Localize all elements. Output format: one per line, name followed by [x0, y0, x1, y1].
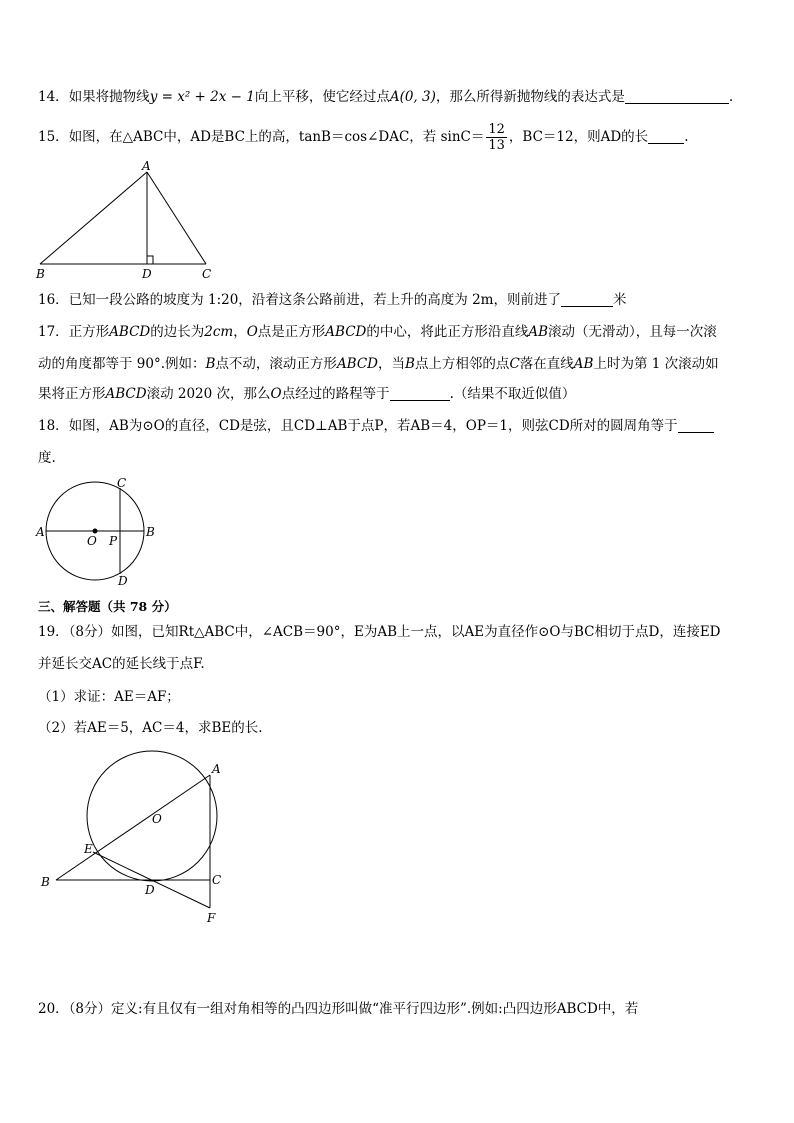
label-b: B — [36, 267, 45, 281]
question-17-line-1 — [38, 323, 717, 341]
question-19-line-1 — [38, 623, 721, 641]
math-abcd: ABCD — [105, 386, 147, 402]
text: 正方形 — [68, 324, 110, 340]
fraction-numerator: 12 — [488, 122, 505, 137]
question-17-line-2 — [38, 355, 719, 373]
parabola-formula: y = x² + 2x − 1 — [149, 89, 255, 105]
text: 点不动，滚动正方形 — [215, 356, 337, 372]
question-text: ，BC＝12，则AD的长 — [508, 129, 649, 145]
question-19-part-2 — [38, 719, 263, 737]
text: 动的角度都等于 90°.例如： — [38, 356, 206, 372]
math-abcd: ABCD — [325, 324, 367, 340]
math-abcd: ABCD — [109, 324, 151, 340]
question-18-line-2 — [38, 449, 56, 467]
period: . — [728, 89, 734, 105]
text: 度. — [38, 450, 56, 466]
math-c: C — [509, 356, 520, 372]
math-o: O — [270, 386, 282, 402]
question-14 — [38, 88, 733, 106]
answer-blank[interactable] — [561, 292, 613, 307]
label-d: D — [118, 574, 128, 588]
text: 的边长为 — [150, 324, 205, 340]
label-p: P — [109, 534, 118, 548]
question-text: 如果将抛物线 — [68, 89, 150, 105]
label-a: A — [212, 762, 221, 776]
question-number: 20． — [38, 1001, 69, 1017]
label-c: C — [212, 873, 222, 887]
question-text: 向上平移，使它经过点 — [254, 89, 390, 105]
period: . — [684, 129, 689, 145]
answer-blank[interactable] — [648, 129, 684, 144]
math-o: O — [246, 324, 258, 340]
question-text: 如图，在△ABC中，AD是BC上的高，tanB＝cos∠DAC，若 sinC＝ — [68, 129, 485, 145]
answer-blank[interactable] — [678, 418, 714, 433]
label-c: C — [202, 267, 212, 281]
question-number: 19． — [38, 624, 69, 640]
answer-blank[interactable] — [625, 89, 729, 104]
label-o: O — [152, 812, 162, 826]
text: 滚动 2020 次，那么 — [146, 386, 271, 402]
question-text: 并延长交AC的延长线于点F. — [38, 656, 205, 672]
question-number: 15． — [38, 129, 69, 145]
question-text: 如图，AB为⊙O的直径，CD是弦，且CD⊥AB于点P，若AB＝4，OP＝1，则弦CD所对的圆周角等于 — [68, 418, 678, 434]
question-text: ，那么所得新抛物线的表达式是 — [435, 89, 625, 105]
math-ab: AB — [573, 356, 594, 372]
question-20 — [38, 1000, 638, 1018]
question-18 — [38, 417, 714, 435]
question-number: 18． — [38, 418, 69, 434]
fraction — [486, 122, 507, 153]
question-17-line-3 — [38, 385, 575, 403]
sub-question: （1）求证：AE＝AF； — [38, 689, 180, 705]
text: 上时为第 1 次滚动如 — [593, 356, 719, 372]
question-16 — [38, 291, 626, 309]
unit: 米 — [612, 292, 627, 308]
label-e: E — [84, 842, 93, 856]
text: 点经过的路程等于 — [281, 386, 390, 402]
label-a: A — [142, 159, 151, 173]
math-b: B — [205, 356, 216, 372]
label-b: B — [41, 875, 50, 889]
text: 点是正方形 — [257, 324, 326, 340]
label-b: B — [146, 525, 155, 539]
label-a: A — [36, 525, 45, 539]
question-number: 14． — [38, 89, 69, 105]
text: ， — [233, 324, 247, 340]
label-o: O — [87, 534, 97, 548]
question-15 — [38, 120, 688, 154]
text: .（结果不取近似值） — [449, 386, 576, 402]
question-text: （8分）定义:有且仅有一组对角相等的凸四边形叫做“准平行四边形”.例如:凸四边形ABCD中，若 — [68, 1001, 639, 1017]
math-b: B — [405, 356, 415, 372]
question-number: 17． — [38, 324, 69, 340]
text: 滚动（无滑动），且每一次滚 — [548, 324, 717, 340]
answer-blank[interactable] — [390, 386, 450, 401]
question-19-part-1 — [38, 688, 180, 706]
section-title: 三、解答题（共 78 分） — [38, 599, 177, 614]
text: 落在直线 — [519, 356, 574, 372]
text: 点上方相邻的点 — [414, 356, 510, 372]
text: 果将正方形 — [38, 386, 106, 402]
text: 的中心，将此正方形沿直线 — [366, 324, 529, 340]
label-d: D — [142, 267, 152, 281]
label-d: D — [145, 883, 155, 897]
text: ，当 — [378, 356, 406, 372]
point-a: A(0, 3) — [389, 89, 436, 105]
question-19-line-2 — [38, 655, 205, 673]
math-ab: AB — [528, 324, 549, 340]
question-text: 已知一段公路的坡度为 1:20，沿着这条公路前进，若上升的高度为 2m，则前进了 — [68, 292, 561, 308]
fraction-denominator: 13 — [488, 138, 505, 153]
sub-question: （2）若AE＝5，AC＝4，求BE的长. — [38, 720, 263, 736]
question-text: （8分）如图，已知Rt△ABC中，∠ACB＝90°，E为AB上一点，以AE为直径作⊙O与BC相切于点D，连接ED — [68, 624, 721, 640]
math-length: 2cm — [204, 324, 234, 340]
label-f: F — [207, 911, 216, 925]
math-abcd: ABCD — [336, 356, 379, 372]
question-number: 16． — [38, 292, 69, 308]
label-c: C — [117, 476, 127, 490]
